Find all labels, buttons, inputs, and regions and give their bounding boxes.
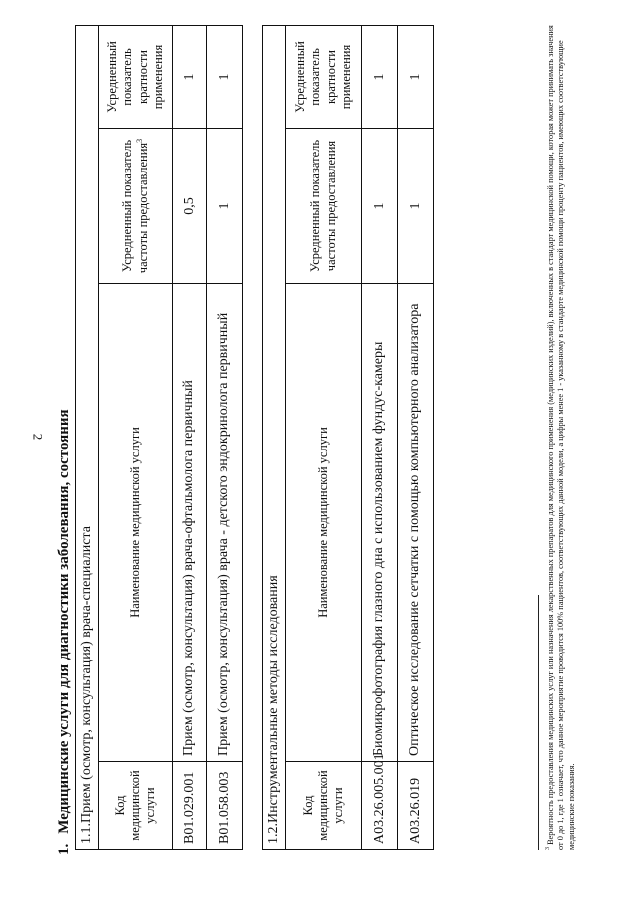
table-row	[398, 25, 434, 849]
frequency-value: 1	[398, 129, 434, 284]
table-row	[173, 25, 207, 849]
table-caption: 1.1.Прием (осмотр, консультация) врача-специалиста	[76, 25, 99, 849]
frequency-value: 1	[207, 129, 243, 284]
footnote	[545, 20, 578, 850]
table-instrumental-methods	[262, 25, 434, 850]
section-number: 1.	[56, 843, 72, 855]
header-frequency-text: Усредненный показатель частоты предоставления	[119, 139, 151, 274]
multiplicity-value: 1	[207, 25, 243, 128]
table-row	[362, 25, 398, 849]
header-name: Наименование медицинской услуги	[286, 284, 362, 762]
multiplicity-value: 1	[398, 25, 434, 128]
service-name: Прием (осмотр, консультация) врача-офтальмолога первичный	[173, 284, 207, 762]
header-multiplicity: Усредненный показатель кратности применения	[286, 25, 362, 128]
header-code: Код медицинской услуги	[286, 762, 362, 850]
multiplicity-value: 1	[173, 25, 207, 128]
service-name: Биомикрофотография глазного дна с использованием фундус-камеры	[362, 284, 398, 762]
frequency-value: 0,5	[173, 129, 207, 284]
service-code: A03.26.019	[398, 762, 434, 850]
header-multiplicity: Усредненный показатель кратности применения	[99, 25, 173, 128]
frequency-value: 1	[362, 129, 398, 284]
service-name: Оптическое исследование сетчатки с помощью компьютерного анализатора	[398, 284, 434, 762]
footnote-mark: 3	[545, 847, 551, 850]
footnote-text: Вероятность предоставления медицинских услуг или назначения лекарственных препаратов для медицинского применения (медицинских изделий), включенных в стандарт медицинской помощи, которая может принимать значения от 0 до 1, где 1 означает, что данное мероприятие проводится 100% пациентов, соответствующих данной модели, а цифры менее 1 - указанному в стандарте медицинской помощи проценту пациентов, имеющих соответствующие медицинские показания.	[545, 25, 576, 850]
table-consultations	[75, 25, 243, 850]
service-code: B01.029.001	[173, 762, 207, 850]
section-title-text: Медицинские услуги для диагностики заболевания, состояния	[56, 409, 72, 834]
service-code: A03.26.005.001	[362, 762, 398, 850]
table-row	[207, 25, 243, 849]
page-number: 2	[30, 433, 46, 441]
footnote-ref: 3	[134, 138, 144, 143]
footnote-divider	[538, 595, 539, 850]
table-caption: 1.2.Инструментальные методы исследования	[263, 25, 286, 849]
multiplicity-value: 1	[362, 25, 398, 128]
service-code: B01.058.003	[207, 762, 243, 850]
header-frequency: Усредненный показатель частоты предоставления	[286, 129, 362, 284]
header-name: Наименование медицинской услуги	[99, 284, 173, 762]
header-code: Код медицинской услуги	[99, 762, 173, 850]
section-title	[56, 409, 73, 855]
header-frequency	[99, 129, 173, 284]
service-name: Прием (осмотр, консультация) врача - детского эндокринолога первичный	[207, 284, 243, 762]
